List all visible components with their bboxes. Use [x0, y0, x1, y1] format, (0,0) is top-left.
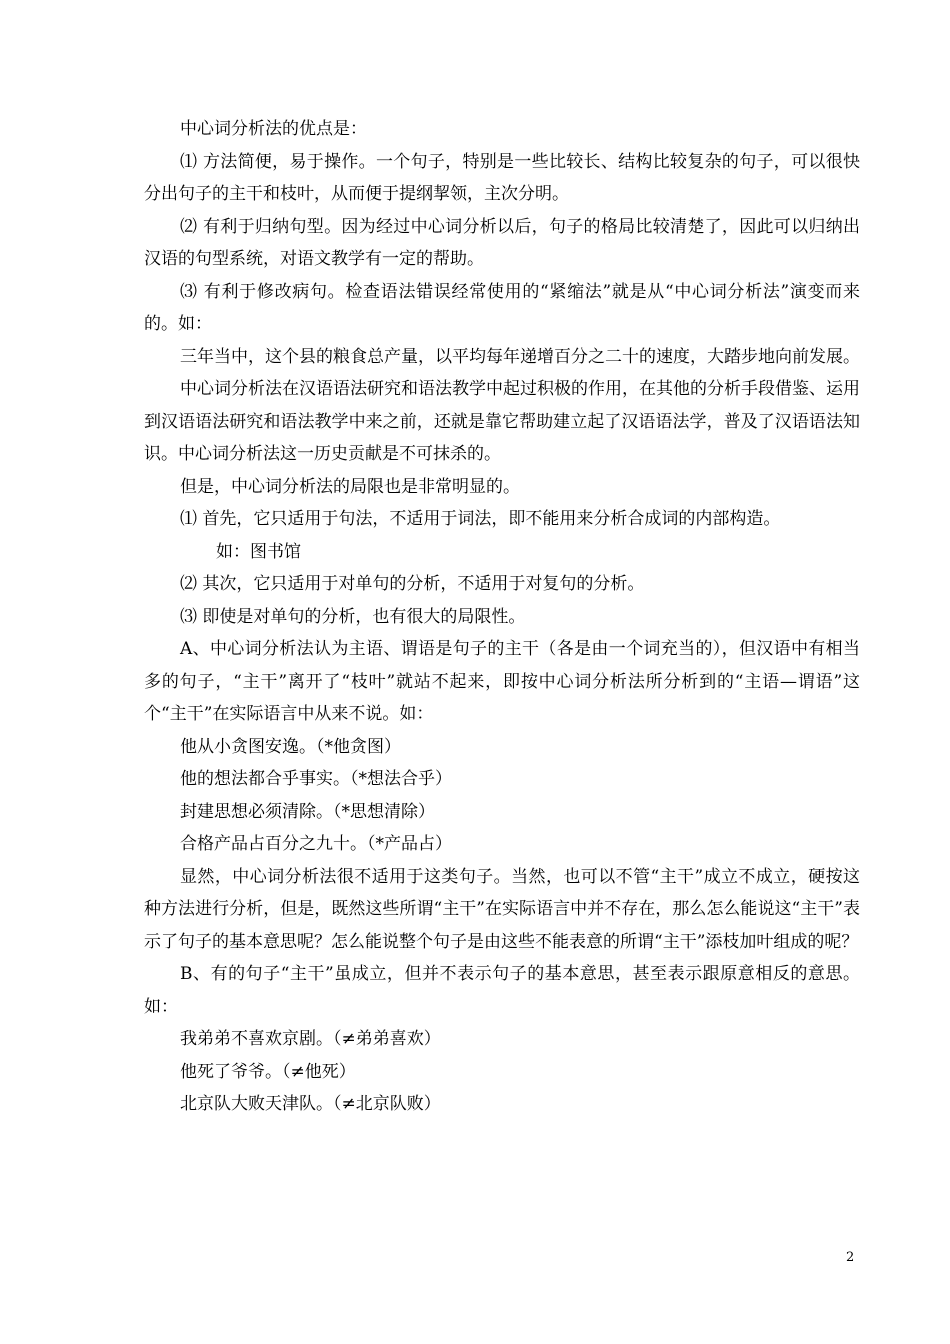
- example-line: 封建思想必须清除。（*思想清除）: [180, 801, 435, 822]
- example-line: 他从小贪图安逸。（*他贪图）: [180, 736, 401, 757]
- example-line: 合格产品占百分之九十。（*产品占）: [180, 834, 452, 854]
- paragraph-point-a: A、中心词分析法认为主语、谓语是句子的主干（各是由一个词充当的），但汉语中有相当多的句子，“主干”离开了“枝叶”就站不起来，即按中心词分析法所分析到的“主语—谓语”这个“主干”在实际语言中从来不说。如：: [144, 639, 860, 724]
- paragraph-historical-contribution: 中心词分析法在汉语语法研究和语法教学中起过积极的作用，在其他的分析手段借鉴、运用到汉语语法研究和语法教学中来之前，还就是靠它帮助建立起了汉语语法学，普及了汉语语法知识。中心词分析法这一历史贡献是不可抹杀的。: [144, 379, 860, 464]
- example-line: 北京队大败天津队。（≠北京队败）: [180, 1094, 441, 1114]
- paragraph-conclusion-a: 显然，中心词分析法很不适用于这类句子。当然，也可以不管“主干”成立不成立，硬按这种方法进行分析，但是，既然这些所谓“主干”在实际语言中并不存在，那么怎么能说这“主干”表示了句子的基本意思呢？怎么能说整个句子是由这些不能表意的所谓“主干”添枝加叶组成的呢？: [144, 866, 860, 952]
- paragraph-example-sentence: 三年当中，这个县的粮食总产量，以平均每年递增百分之二十的速度，大踏步地向前发展。: [180, 346, 860, 367]
- example-line: 他死了爷爷。（≠他死）: [180, 1061, 356, 1082]
- page-number: 2: [846, 1250, 855, 1265]
- example-line: 他的想法都合乎事实。（*想法合乎）: [180, 769, 452, 789]
- paragraph-advantage-1: ⑴ 方法简便，易于操作。一个句子，特别是一些比较长、结构比较复杂的句子，可以很快分出句子的主干和枝叶，从而便于提纲挈领，主次分明。: [144, 151, 860, 204]
- paragraph-limitation-1-example: 如：图书馆: [216, 541, 301, 562]
- example-line: 我弟弟不喜欢京剧。（≠弟弟喜欢）: [180, 1029, 441, 1049]
- paragraph-point-b: B、有的句子“主干”虽成立，但并不表示句子的基本意思，甚至表示跟原意相反的意思。如：: [144, 964, 860, 1017]
- paragraph-limitation-2: ⑵ 其次，它只适用于对单句的分析，不适用于对复句的分析。: [180, 574, 645, 594]
- paragraph-limitation-1: ⑴ 首先，它只适用于句法，不适用于词法，即不能用来分析合成词的内部构造。: [180, 509, 781, 529]
- paragraph-advantage-2: ⑵ 有利于归纳句型。因为经过中心词分析以后，句子的格局比较清楚了，因此可以归纳出汉语的句型系统，对语文教学有一定的帮助。: [144, 216, 860, 269]
- paragraph-advantages-heading: 中心词分析法的优点是：: [180, 119, 367, 139]
- document-body: [144, 113, 860, 1121]
- paragraph-limitation-3: ⑶ 即使是对单句的分析，也有很大的局限性。: [180, 606, 526, 627]
- paragraph-advantage-3: ⑶ 有利于修改病句。检查语法错误经常使用的“紧缩法”就是从“中心词分析法”演变而来的。如：: [144, 281, 860, 334]
- paragraph-limitations-heading: 但是，中心词分析法的局限也是非常明显的。: [180, 476, 520, 497]
